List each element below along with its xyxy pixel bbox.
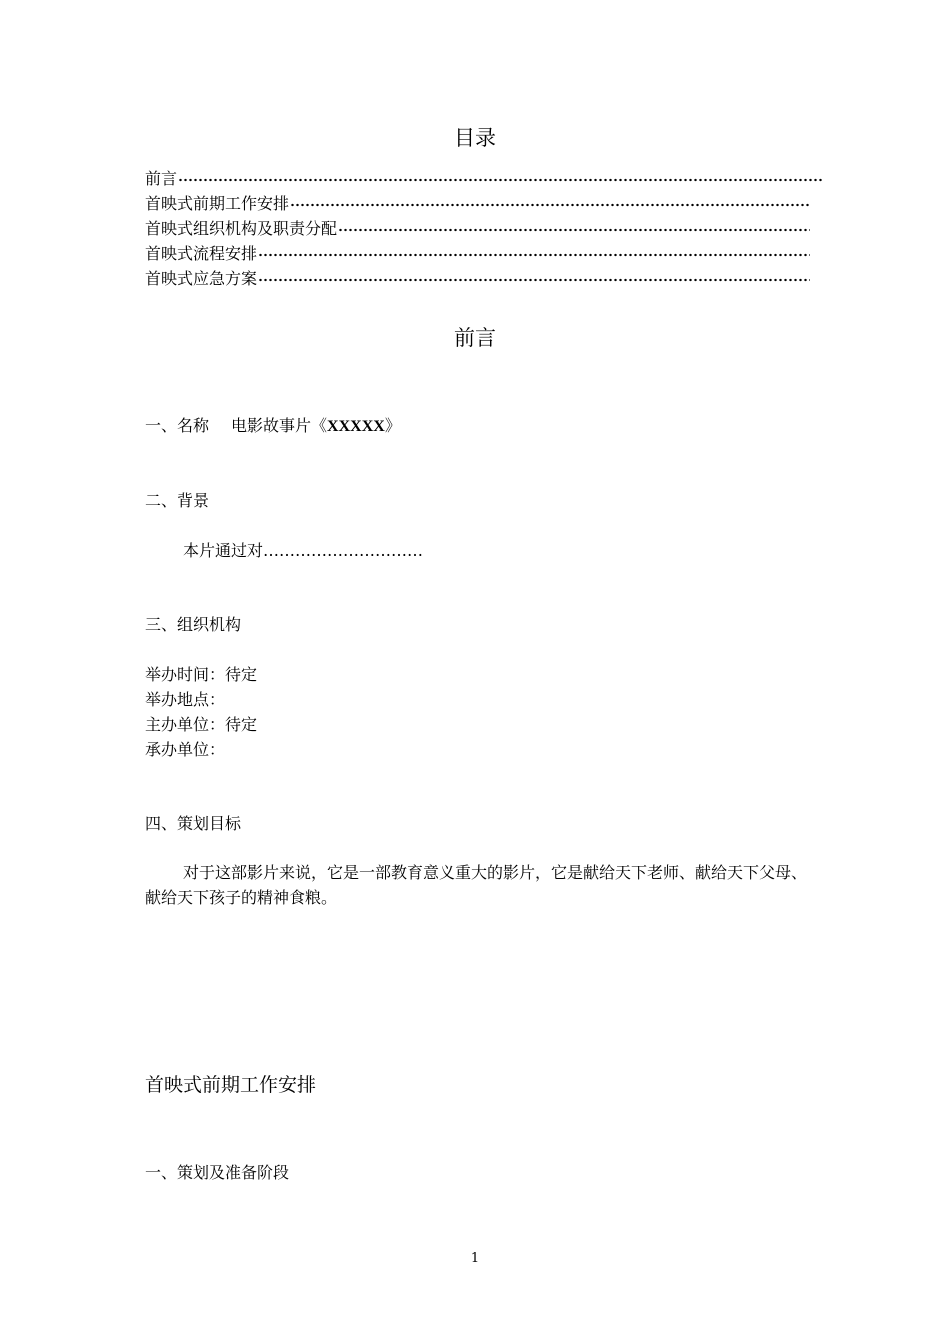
section-heading: 一、名称 bbox=[145, 416, 210, 435]
film-title-placeholder: XXXXX bbox=[327, 418, 385, 435]
org-detail-line: 承办单位： bbox=[145, 740, 226, 759]
toc-dot-leader bbox=[338, 228, 810, 232]
toc-item-label: 首映式组织机构及职责分配 bbox=[145, 219, 338, 238]
toc-dot-leader bbox=[290, 203, 810, 207]
toc-item-label: 首映式前期工作安排 bbox=[145, 194, 290, 213]
toc-item-prework[interactable] bbox=[145, 191, 810, 213]
toc-item-preface[interactable] bbox=[145, 166, 823, 188]
toc-item-organization[interactable] bbox=[145, 216, 810, 238]
org-detail-line: 主办单位：待定 bbox=[145, 715, 258, 734]
toc-dot-leader bbox=[258, 278, 810, 282]
section-heading: 三、组织机构 bbox=[145, 615, 242, 634]
toc-dot-leader bbox=[178, 178, 823, 182]
section-title: 首映式前期工作安排 bbox=[145, 1074, 317, 1096]
section-heading: 四、策划目标 bbox=[145, 814, 242, 833]
toc-dot-leader bbox=[258, 253, 810, 257]
toc-item-label: 首映式应急方案 bbox=[145, 269, 258, 288]
toc-item-process[interactable] bbox=[145, 241, 810, 263]
org-detail-line: 举办时间：待定 bbox=[145, 665, 258, 684]
toc-title: 目录 bbox=[454, 126, 496, 150]
toc-item-label: 前言 bbox=[145, 169, 178, 188]
film-title-prefix: 电影故事片《 bbox=[231, 416, 328, 435]
preface-title: 前言 bbox=[454, 326, 496, 350]
section-heading: 二、背景 bbox=[145, 491, 210, 510]
subsection-heading: 一、策划及准备阶段 bbox=[145, 1163, 290, 1182]
toc-item-label: 首映式流程安排 bbox=[145, 244, 258, 263]
org-detail-line: 举办地点： bbox=[145, 690, 226, 709]
page-number: 1 bbox=[470, 1251, 480, 1266]
toc-item-emergency[interactable] bbox=[145, 266, 810, 288]
section-name-line bbox=[145, 413, 401, 439]
film-title-suffix: 》 bbox=[384, 416, 401, 435]
goal-paragraph: 对于这部影片来说，它是一部教育意义重大的影片，它是献给天下老师、献给天下父母、献给天下孩子的精神食粮。 bbox=[145, 863, 808, 907]
background-text: 本片通过对………………………… bbox=[183, 541, 424, 560]
